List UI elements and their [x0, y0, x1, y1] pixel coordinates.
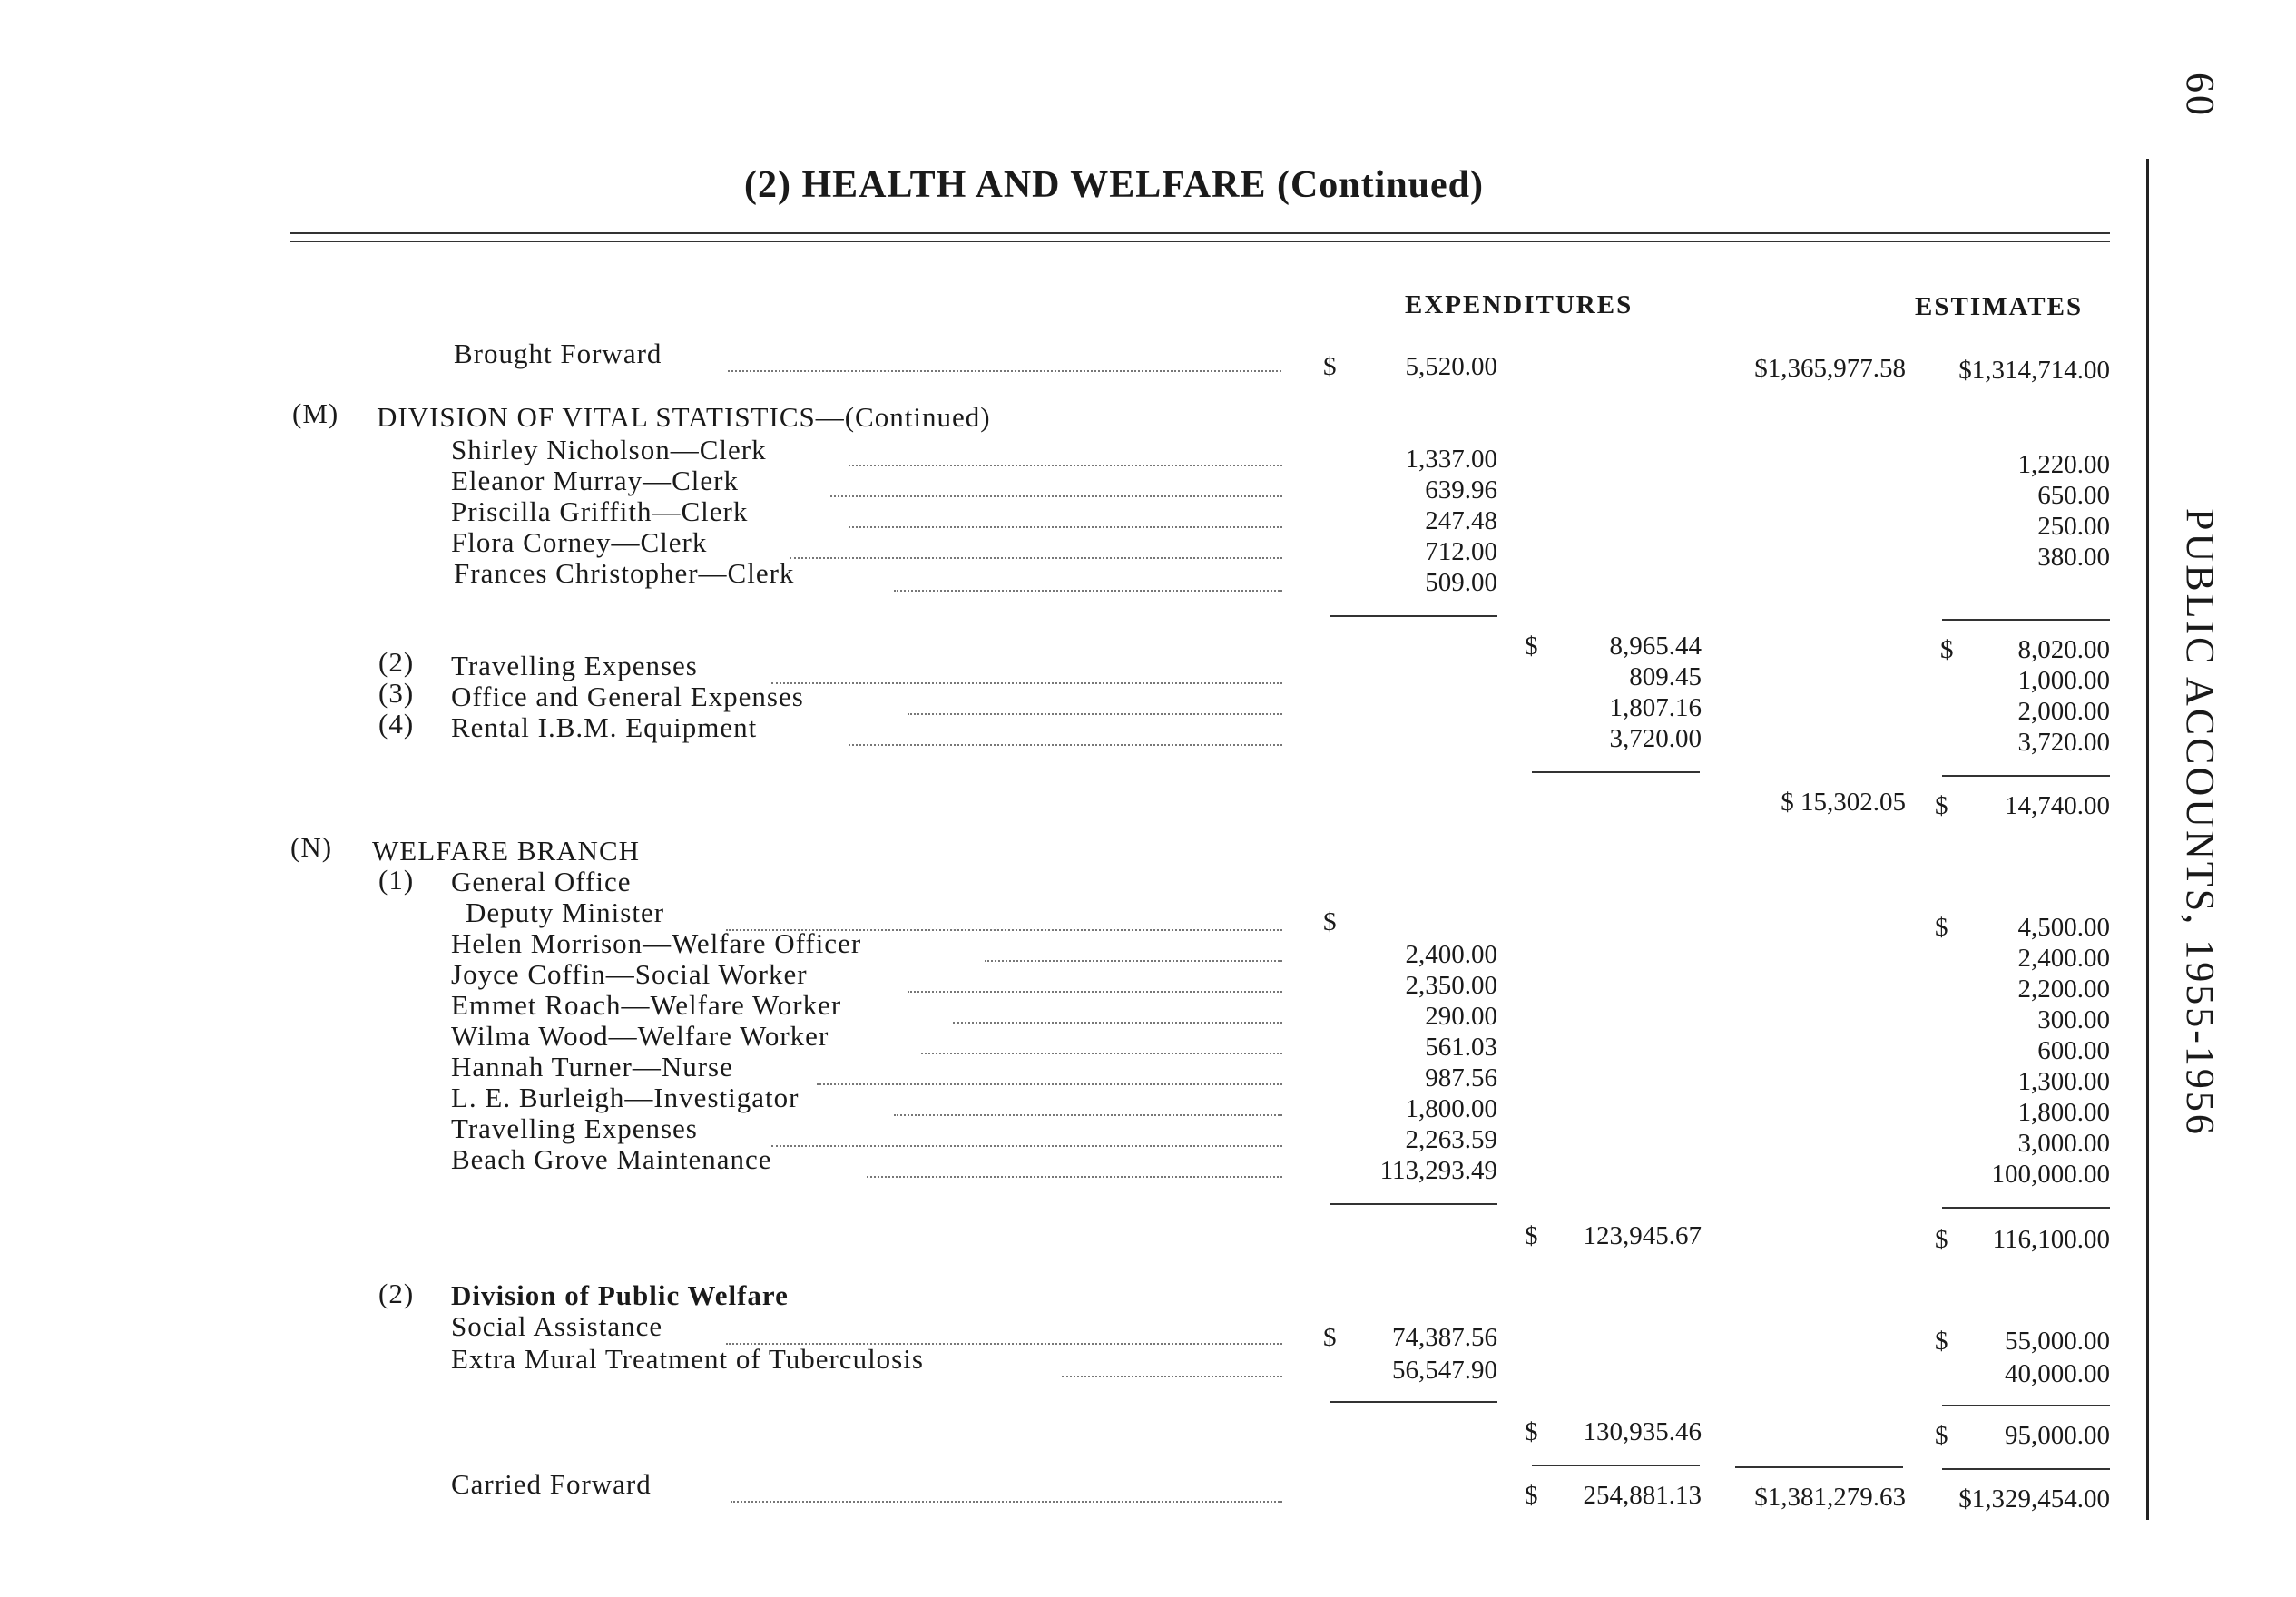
- subsection-marker: (2): [378, 1278, 415, 1309]
- vital-item-marker: (4): [378, 708, 415, 740]
- carried-forward-amount: 254,881.13: [1583, 1481, 1702, 1510]
- vital-staff-expenditure: 509.00: [1425, 568, 1497, 597]
- brought-forward-expenditure: 5,520.00: [1405, 352, 1497, 381]
- section-marker-n: (N): [290, 831, 333, 863]
- vital-total-amount: $ 15,302.05: [1781, 788, 1906, 817]
- leader-dots: [849, 526, 1282, 528]
- vital-subtotal-estimate: 8,020.00: [2017, 635, 2110, 664]
- header-rule-mid: [290, 241, 2110, 242]
- leader-dots: [867, 1176, 1282, 1178]
- welfare-staff-label: L. E. Burleigh—Investigator: [451, 1082, 800, 1113]
- welfare-staff-label: Hannah Turner—Nurse: [451, 1051, 733, 1083]
- welfare-staff-label: Wilma Wood—Welfare Worker: [451, 1020, 829, 1052]
- subtotal-rule: [1330, 1401, 1497, 1403]
- page-number: 60: [2178, 73, 2222, 118]
- welfare-staff-estimate: 600.00: [2037, 1036, 2110, 1065]
- leader-dots: [908, 713, 1282, 715]
- leader-dots: [830, 495, 1282, 497]
- welfare-staff-label: Deputy Minister: [466, 896, 665, 928]
- leader-dots: [849, 465, 1282, 466]
- welfare-staff-expenditure: 290.00: [1425, 1002, 1497, 1031]
- welfare-staff-estimate: 300.00: [2037, 1005, 2110, 1034]
- subtotal-rule: [1942, 1405, 2110, 1406]
- vital-staff-label: Shirley Nicholson—Clerk: [451, 434, 767, 465]
- subtotal-rule: [1330, 1203, 1497, 1205]
- vital-staff-estimate: 250.00: [2037, 512, 2110, 541]
- running-title: PUBLIC ACCOUNTS, 1955-1956: [2178, 508, 2222, 1137]
- vital-item-amount: 809.45: [1629, 662, 1702, 691]
- public-welfare-total-estimate-currency: $: [1935, 1421, 1948, 1450]
- welfare-staff-label: Travelling Expenses: [451, 1112, 698, 1144]
- subtotal-rule: [1942, 775, 2110, 777]
- vital-item-label: Rental I.B.M. Equipment: [451, 711, 758, 743]
- vital-item-estimate: 1,000.00: [2017, 666, 2110, 695]
- vital-total-estimate: 14,740.00: [2005, 791, 2110, 820]
- vital-subtotal-estimate-currency: $: [1940, 635, 1954, 664]
- welfare-staff-label: Joyce Coffin—Social Worker: [451, 958, 808, 990]
- vital-subtotal-currency: $: [1525, 632, 1538, 661]
- public-item-expenditure: 56,547.90: [1392, 1356, 1497, 1385]
- general-office-total-estimate-currency: $: [1935, 1225, 1948, 1254]
- public-welfare-total-estimate: 95,000.00: [2005, 1421, 2110, 1450]
- public-item-label: Social Assistance: [451, 1310, 663, 1342]
- leader-dots: [1062, 1376, 1282, 1377]
- vital-staff-estimate: 380.00: [2037, 543, 2110, 572]
- vital-item-marker: (2): [378, 646, 415, 678]
- brought-forward-label: Brought Forward: [454, 338, 662, 369]
- section-marker-m: (M): [292, 397, 339, 429]
- subtotal-rule: [1532, 771, 1700, 773]
- public-item-label: Extra Mural Treatment of Tuberculosis: [451, 1343, 924, 1375]
- brought-forward-estimate: $1,314,714.00: [1958, 356, 2110, 385]
- vital-item-label: Office and General Expenses: [451, 681, 804, 712]
- general-office-total-amount: 123,945.67: [1583, 1221, 1702, 1250]
- welfare-staff-expenditure: 987.56: [1425, 1063, 1497, 1092]
- welfare-staff-label: Helen Morrison—Welfare Officer: [451, 927, 862, 959]
- subsection-heading-general-office: General Office: [451, 866, 632, 897]
- section-heading-welfare-branch: WELFARE BRANCH: [372, 835, 641, 867]
- leader-dots: [908, 991, 1282, 993]
- vital-item-amount: 1,807.16: [1609, 693, 1702, 722]
- leader-dots: [894, 1114, 1282, 1116]
- carried-forward-estimate: $1,329,454.00: [1958, 1484, 2110, 1514]
- vital-staff-estimate: 650.00: [2037, 481, 2110, 510]
- welfare-staff-estimate: 1,800.00: [2017, 1098, 2110, 1127]
- leader-dots: [894, 590, 1282, 592]
- subtotal-rule: [1330, 615, 1497, 617]
- welfare-staff-estimate: 3,000.00: [2017, 1129, 2110, 1158]
- welfare-staff-estimate: 1,300.00: [2017, 1067, 2110, 1096]
- total-rule: [1735, 1466, 1903, 1468]
- brought-forward-total: $1,365,977.58: [1754, 354, 1906, 383]
- leader-dots: [731, 1501, 1282, 1503]
- vital-staff-label: Priscilla Griffith—Clerk: [451, 495, 749, 527]
- vital-staff-expenditure: 639.96: [1425, 475, 1497, 505]
- welfare-staff-expenditure: 2,350.00: [1405, 971, 1497, 1000]
- leader-dots: [953, 1022, 1282, 1024]
- welfare-staff-label: Emmet Roach—Welfare Worker: [451, 989, 842, 1021]
- vital-staff-estimate: 1,220.00: [2017, 450, 2110, 479]
- welfare-staff-estimate: 2,400.00: [2017, 944, 2110, 973]
- vital-item-amount: 3,720.00: [1609, 724, 1702, 753]
- section-heading-vital-statistics: DIVISION OF VITAL STATISTICS—(Continued): [377, 401, 991, 433]
- public-item-estimate: 40,000.00: [2005, 1359, 2110, 1388]
- public-item-estimate: 55,000.00: [2005, 1327, 2110, 1356]
- welfare-staff-est-currency: $: [1935, 913, 1948, 942]
- welfare-staff-expenditure: 113,293.49: [1379, 1156, 1497, 1185]
- welfare-staff-label: Beach Grove Maintenance: [451, 1143, 772, 1175]
- vital-item-label: Travelling Expenses: [451, 650, 698, 681]
- page-title: (2) HEALTH AND WELFARE (Continued): [744, 164, 1485, 206]
- carried-forward-label: Carried Forward: [451, 1468, 652, 1500]
- leader-dots: [728, 370, 1281, 372]
- welfare-staff-estimate: 4,500.00: [2017, 913, 2110, 942]
- subsection-marker: (1): [378, 864, 415, 896]
- welfare-staff-expenditure: 2,263.59: [1405, 1125, 1497, 1154]
- leader-dots: [771, 1145, 1282, 1147]
- total-rule: [1942, 1468, 2110, 1470]
- welfare-staff-exp-currency: $: [1323, 907, 1337, 936]
- leader-dots: [985, 960, 1282, 962]
- leader-dots: [771, 682, 1282, 684]
- welfare-staff-expenditure: 1,800.00: [1405, 1094, 1497, 1123]
- vital-staff-label: Flora Corney—Clerk: [451, 526, 708, 558]
- vital-total-estimate-currency: $: [1935, 791, 1948, 820]
- carried-forward-total: $1,381,279.63: [1754, 1483, 1906, 1512]
- side-divider: [2146, 159, 2149, 1520]
- total-rule: [1532, 1465, 1700, 1466]
- brought-forward-currency: $: [1323, 352, 1337, 381]
- welfare-staff-expenditure: 561.03: [1425, 1033, 1497, 1062]
- side-running-head: [2151, 73, 2223, 1597]
- carried-forward-currency: $: [1525, 1481, 1538, 1510]
- vital-staff-expenditure: 712.00: [1425, 537, 1497, 566]
- vital-staff-expenditure: 247.48: [1425, 506, 1497, 535]
- vital-staff-label: Eleanor Murray—Clerk: [451, 465, 739, 496]
- public-item-expenditure: 74,387.56: [1392, 1323, 1497, 1352]
- general-office-total-estimate: 116,100.00: [1992, 1225, 2110, 1254]
- public-item-exp-currency: $: [1323, 1323, 1337, 1352]
- vital-subtotal-amount: 8,965.44: [1609, 632, 1702, 661]
- general-office-total-currency: $: [1525, 1221, 1538, 1250]
- vital-item-estimate: 3,720.00: [2017, 728, 2110, 757]
- vital-staff-label: Frances Christopher—Clerk: [454, 557, 795, 589]
- header-rule-top: [290, 232, 2110, 234]
- vital-item-marker: (3): [378, 677, 415, 709]
- leader-dots: [921, 1053, 1282, 1054]
- public-welfare-total-amount: 130,935.46: [1583, 1417, 1702, 1446]
- public-item-est-currency: $: [1935, 1327, 1948, 1356]
- column-header-expenditures: EXPENDITURES: [1405, 290, 1634, 319]
- vital-staff-expenditure: 1,337.00: [1405, 445, 1497, 474]
- vital-item-estimate: 2,000.00: [2017, 697, 2110, 726]
- leader-dots: [849, 744, 1282, 746]
- subsection-heading-public-welfare: Division of Public Welfare: [451, 1279, 789, 1311]
- public-welfare-total-currency: $: [1525, 1417, 1538, 1446]
- welfare-staff-estimate: 100,000.00: [1991, 1160, 2110, 1189]
- column-header-estimates: ESTIMATES: [1915, 292, 2084, 321]
- welfare-staff-expenditure: 2,400.00: [1405, 940, 1497, 969]
- subtotal-rule: [1942, 619, 2110, 621]
- leader-dots: [817, 1083, 1282, 1085]
- welfare-staff-estimate: 2,200.00: [2017, 975, 2110, 1004]
- leader-dots: [790, 557, 1282, 559]
- subtotal-rule: [1942, 1207, 2110, 1209]
